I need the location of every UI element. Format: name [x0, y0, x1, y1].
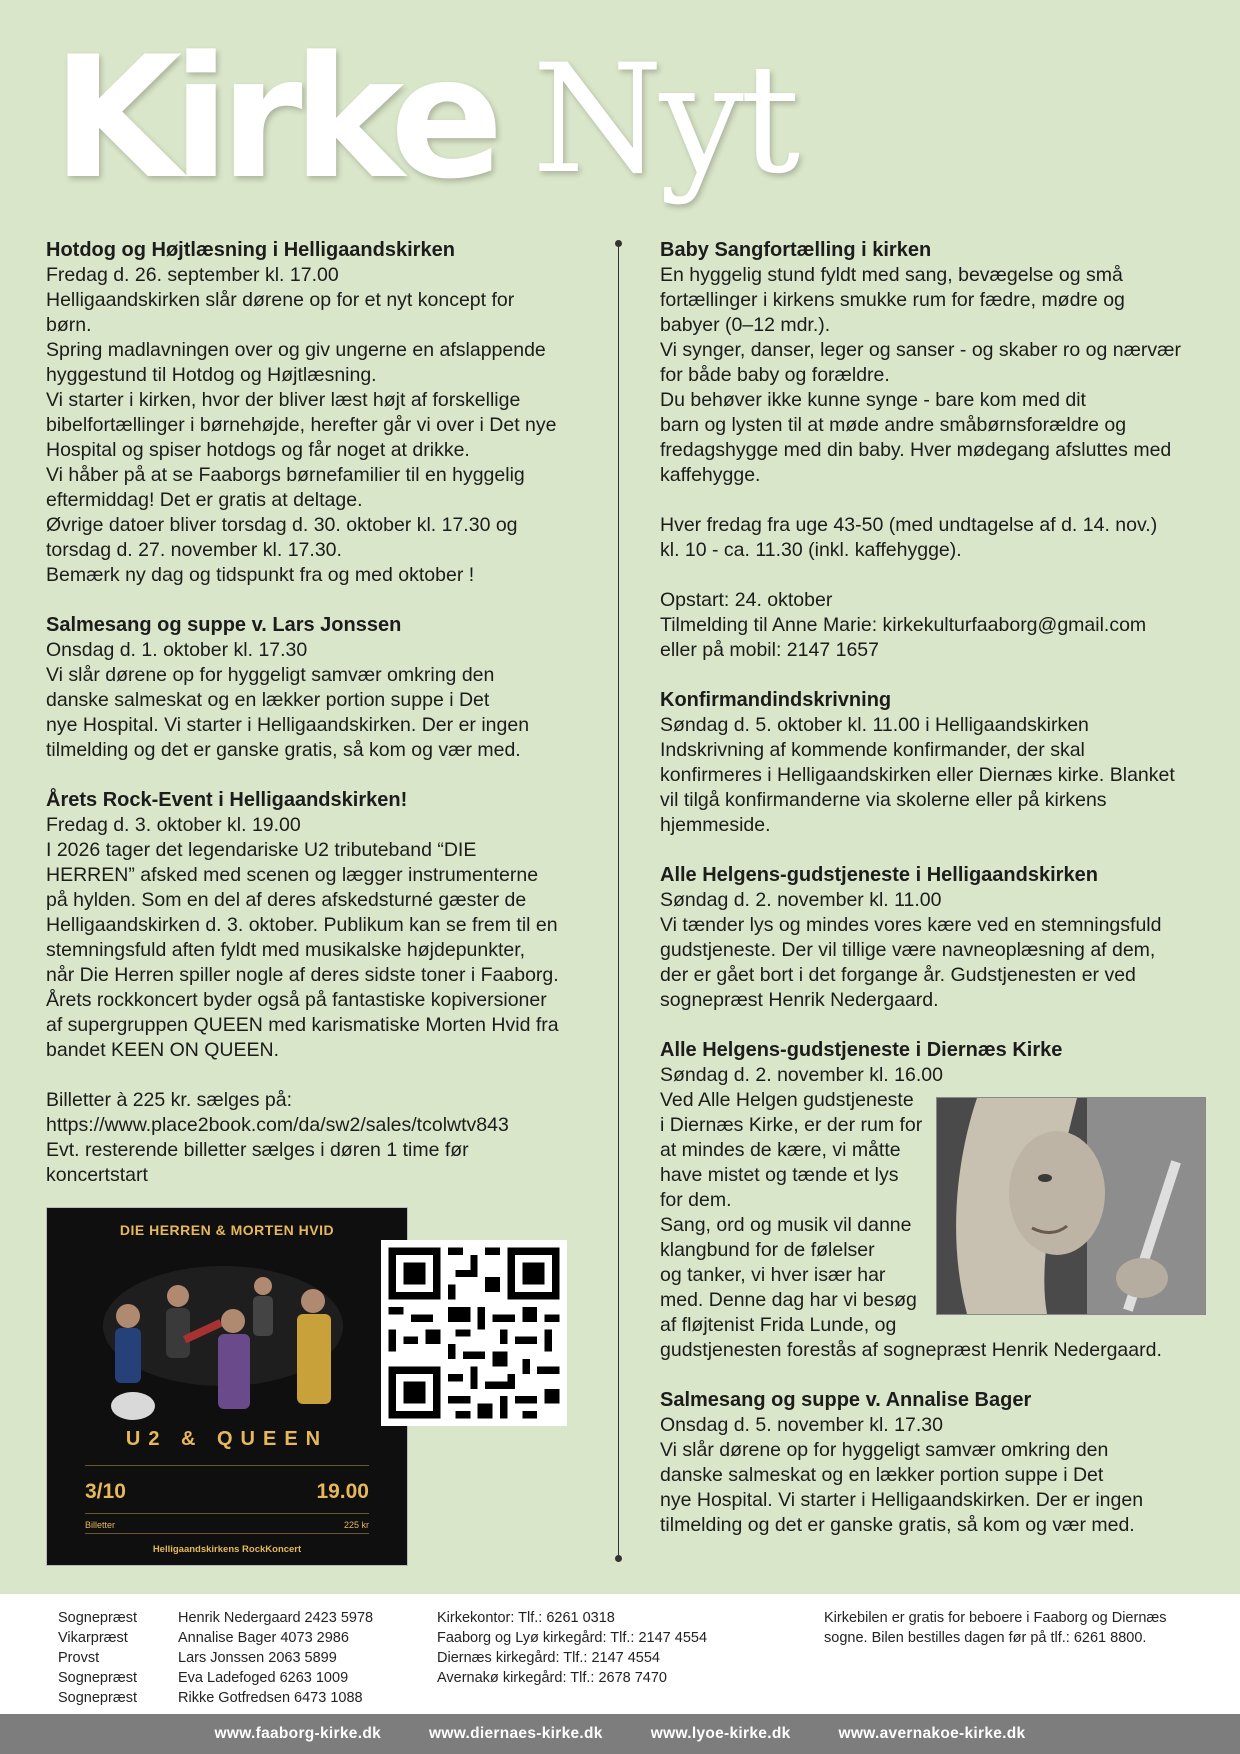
contact-footer: [0, 1594, 1240, 1714]
article-body: Onsdag d. 1. oktober kl. 17.30 Vi slår dørene op for hyggeligt samvær omkring den danske salmeskat og en lækker portion suppe i Det nye Hospital. Vi starter i Helligaandskirken. Der er ingen tilmelding og det er ganske gratis, så kom og vær med.: [46, 639, 530, 761]
website-link-lyoe[interactable]: www.lyoe-kirke.dk: [650, 1725, 791, 1742]
staff-name: Eva Ladefoged 6263 1009: [178, 1670, 349, 1686]
staff-name: Rikke Gotfredsen 6473 1088: [178, 1690, 363, 1706]
article-signup: Opstart: 24. oktober Tilmelding til Anne Marie: kirkekulturfaaborg@gmail.com eller på mobil: 2147 1657: [660, 589, 1147, 661]
article-salmesang-lars: [46, 613, 586, 763]
website-bar: [0, 1714, 1240, 1754]
staff-name: Lars Jonssen 2063 5899: [178, 1650, 337, 1666]
staff-roles: [58, 1608, 137, 1708]
article-baby-sang: [660, 238, 1205, 663]
office-contact: Kirkekontor: Tlf.: 6261 0318: [437, 1610, 615, 1626]
office-contact: Diernæs kirkegård: Tlf.: 2147 4554: [437, 1650, 660, 1666]
article-allehelgen-helligaand: [660, 863, 1205, 1013]
ticket-info: Billetter à 225 kr. sælges på: https://www.place2book.com/da/sw2/sales/tcolwtv843 Evt. resterende billetter sælges i døren 1 time før koncertstart: [46, 1089, 509, 1186]
article-title: Konfirmandindskrivning: [660, 689, 892, 711]
website-link-avernakoe[interactable]: www.avernakoe-kirke.dk: [838, 1725, 1026, 1742]
article-body: Fredag d. 26. september kl. 17.00 Helligaandskirken slår dørene op for et nyt koncept for børn. Spring madlavningen over og giv ungerne en afslappende hyggestund til Hotdog og Højtlæsning. Vi starter i kirken, hvor der bliver læst højt af forskellige bibelfortællinger i børnehøjde, herefter går vi over i Det nye Hospital og spiser hotdogs og får noget at drikke. Vi håber på at se Faaborgs børnefamilier til en hyggelig eftermiddag! Det er gratis at deltage. Øvrige datoer bliver torsdag d. 30. oktober kl. 17.30 og torsdag d. 27. november kl. 17.30. Bemærk ny dag og tidspunkt fra og med oktober !: [46, 264, 557, 586]
article-salmesang-annalise: [660, 1388, 1205, 1538]
article-body: Onsdag d. 5. november kl. 17.30 Vi slår dørene op for hyggeligt samvær omkring den danske salmeskat og en lækker portion suppe i Det nye Hospital. Vi starter i Helligaandskirken. Der er ingen tilmelding og det er ganske gratis, så kom og vær med.: [660, 1414, 1144, 1536]
staff-name: Henrik Nedergaard 2423 5978: [178, 1610, 374, 1626]
website-link-faaborg[interactable]: www.faaborg-kirke.dk: [214, 1725, 382, 1742]
right-column: [660, 238, 1205, 1563]
article-body: En hyggelig stund fyldt med sang, bevægelse og små fortællinger i kirkens smukke rum for fædre, mødre og babyer (0–12 mdr.). Vi synger, danser, leger og sanser - og skaber ro og nærvær for både baby og forældre. Du behøver ikke kunne synge - bare kom med dit barn og lysten til at møde andre småbørnsforældre og fredagshygge med din baby. Hver mødegang afsluttes med kaffehygge.: [660, 264, 1181, 486]
poster-price: 225 kr: [343, 1520, 369, 1530]
office-contact: Faaborg og Lyø kirkegård: Tlf.: 2147 4554: [437, 1630, 708, 1646]
article-title: Alle Helgens-gudstjeneste i Diernæs Kirke: [660, 1039, 1063, 1061]
article-schedule: Hver fredag fra uge 43-50 (med undtagelse af d. 14. nov.) kl. 10 - ca. 11.30 (inkl. kaffehygge).: [660, 514, 1158, 561]
poster-divider: [85, 1465, 369, 1466]
staff-role: Provst: [58, 1650, 100, 1666]
article-title: Salmesang og suppe v. Annalise Bager: [660, 1389, 1032, 1411]
article-title: Baby Sangfortælling i kirken: [660, 239, 932, 261]
staff-role: Vikarpræst: [58, 1630, 128, 1646]
poster-time: 19.00: [316, 1480, 369, 1503]
article-title: Årets Rock-Event i Helligaandskirken!: [46, 789, 408, 811]
poster-divider: [85, 1513, 369, 1514]
office-contact: Avernakø kirkegård: Tlf.: 2678 7470: [437, 1670, 667, 1686]
church-car-note: Kirkebilen er gratis for beboere i Faaborg og Diernæs sogne. Bilen bestilles dagen før på tlf.: 6261 8800.: [824, 1610, 1167, 1646]
staff-role: Sognepræst: [58, 1690, 137, 1706]
article-rock-event: [46, 788, 586, 1188]
article-konfirmand: [660, 688, 1205, 838]
staff-role: Sognepræst: [58, 1670, 137, 1686]
article-body: Søndag d. 5. oktober kl. 11.00 i Helligaandskirken Indskrivning af kommende konfirmander, der skal konfirmeres i Helligaandskirken eller Diernæs kirke. Blanket vil tilgå konfirmanderne via skolerne eller på kirkens hjemmeside.: [660, 714, 1175, 836]
concert-poster: [46, 1207, 408, 1566]
column-divider: [618, 243, 619, 1559]
article-body: Søndag d. 2. november kl. 11.00 Vi tænder lys og mindes vores kære ved en stemningsfuld gudstjeneste. Der vil tillige være navneoplæsning af dem, der er gået bort i det forgange år. Gudstjenesten er ved sognepræst Henrik Nedergaard.: [660, 889, 1162, 1011]
staff-name: Annalise Bager 4073 2986: [178, 1630, 349, 1646]
poster-title: DIE HERREN & MORTEN HVID: [119, 1222, 335, 1238]
flutist-photo: [936, 1097, 1206, 1315]
poster-bands: U2 & QUEEN: [125, 1428, 329, 1450]
masthead-nyt: Nyt: [532, 33, 797, 207]
qr-code[interactable]: [381, 1240, 567, 1426]
website-link-diernaes[interactable]: www.diernaes-kirke.dk: [429, 1725, 603, 1742]
article-title: Alle Helgens-gudstjeneste i Helligaandskirken: [660, 864, 1098, 886]
article-hotdog: [46, 238, 586, 588]
left-column: [46, 238, 586, 1213]
poster-divider: [85, 1533, 369, 1534]
article-body: Søndag d. 2. november kl. 16.00 Ved Alle Helgen gudstjeneste i Diernæs Kirke, er der rum for at mindes de kære, vi måtte have mistet og tænde et lys for dem. Sang, ord og musik vil danne klangbund for de følelser og tanker, vi hver især har med. Denne dag har vi besøg af fløjtenist Frida Lunde, og gudstjenesten forestås af sognepræst Henrik Nedergaard.: [660, 1064, 1162, 1361]
staff-role: Sognepræst: [58, 1610, 137, 1626]
staff-names: [178, 1608, 373, 1708]
poster-footer: Helligaandskirkens RockKoncert: [152, 1544, 302, 1555]
article-title: Hotdog og Højtlæsning i Helligaandskirken: [46, 239, 455, 261]
masthead-kirke: Kirke: [52, 20, 494, 216]
poster-date: 3/10: [85, 1480, 126, 1503]
poster-tickets-label: Billetter: [85, 1520, 116, 1530]
band-photo: [73, 1256, 383, 1436]
article-title: Salmesang og suppe v. Lars Jonssen: [46, 614, 402, 636]
office-contacts: [437, 1608, 707, 1688]
article-body: Fredag d. 3. oktober kl. 19.00 I 2026 tager det legendariske U2 tributeband “DIE HERREN” afsked med scenen og lægger instrumenterne på hylden. Som en del af deres afskedsturné gæster de Helligaandskirken d. 3. oktober. Publikum kan se frem til en stemningsfuld aften fyldt med musikalske højdepunkter, når Die Herren spiller nogle af deres sidste toner i Faaborg. Årets rockkoncert byder også på fantastiske kopiversioner af supergruppen QUEEN med karismatiske Morten Hvid fra bandet KEEN ON QUEEN.: [46, 814, 559, 1061]
